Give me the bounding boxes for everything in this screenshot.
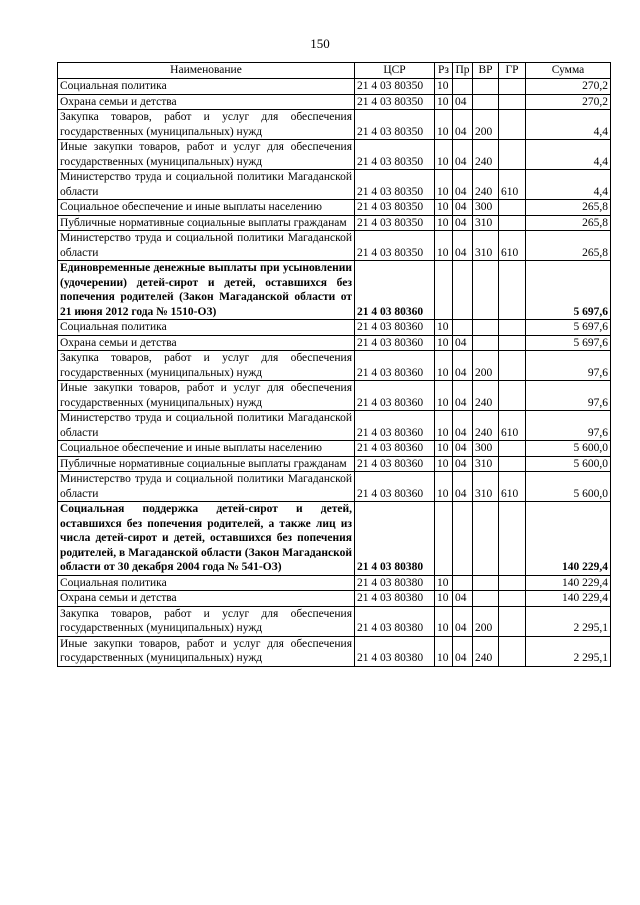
header-row — [58, 63, 611, 79]
cell-rz: 10 — [435, 591, 453, 607]
cell-vr: 300 — [473, 441, 499, 457]
cell-rz: 10 — [435, 335, 453, 351]
table-row — [58, 591, 611, 607]
cell-gr — [499, 215, 526, 231]
cell-name: Иные закупки товаров, работ и услуг для обеспечения государственных (муниципальных) нужд — [58, 381, 355, 411]
cell-csr: 21 4 03 80350 — [355, 110, 435, 140]
table-row — [58, 335, 611, 351]
cell-csr: 21 4 03 80380 — [355, 502, 435, 576]
cell-gr — [499, 200, 526, 216]
cell-gr — [499, 502, 526, 576]
table-row — [58, 472, 611, 502]
cell-csr: 21 4 03 80380 — [355, 636, 435, 666]
cell-pr — [453, 575, 473, 591]
cell-vr: 240 — [473, 381, 499, 411]
cell-rz: 10 — [435, 110, 453, 140]
cell-vr: 240 — [473, 170, 499, 200]
cell-csr: 21 4 03 80360 — [355, 320, 435, 336]
cell-pr — [453, 502, 473, 576]
cell-gr — [499, 110, 526, 140]
cell-rz: 10 — [435, 472, 453, 502]
table-row — [58, 110, 611, 140]
cell-sum: 140 229,4 — [526, 502, 611, 576]
cell-gr — [499, 606, 526, 636]
cell-vr — [473, 502, 499, 576]
cell-gr: 610 — [499, 231, 526, 261]
table-row — [58, 231, 611, 261]
cell-sum: 265,8 — [526, 215, 611, 231]
cell-rz: 10 — [435, 79, 453, 95]
cell-gr — [499, 456, 526, 472]
cell-pr: 04 — [453, 606, 473, 636]
table-row — [58, 441, 611, 457]
cell-name: Социальная поддержка детей-сирот и детей, оставшихся без попечения родителей, а также лиц из числа детей-сирот и детей, оставшихся без попечения родителей, в Магаданской области (Закон Магаданской области от 30 декабря 2004 года № 541-ОЗ) — [58, 502, 355, 576]
table-row — [58, 381, 611, 411]
cell-name: Социальная политика — [58, 320, 355, 336]
cell-gr — [499, 79, 526, 95]
cell-gr — [499, 140, 526, 170]
cell-name: Социальное обеспечение и иные выплаты населению — [58, 441, 355, 457]
table-row — [58, 200, 611, 216]
table-row — [58, 606, 611, 636]
cell-gr — [499, 381, 526, 411]
cell-pr: 04 — [453, 636, 473, 666]
cell-pr: 04 — [453, 215, 473, 231]
table-row — [58, 140, 611, 170]
cell-csr: 21 4 03 80380 — [355, 591, 435, 607]
cell-vr: 240 — [473, 411, 499, 441]
cell-rz: 10 — [435, 320, 453, 336]
cell-name: Министерство труда и социальной политики Магаданской области — [58, 170, 355, 200]
cell-vr: 310 — [473, 472, 499, 502]
cell-pr: 04 — [453, 351, 473, 381]
cell-rz: 10 — [435, 170, 453, 200]
cell-sum: 270,2 — [526, 79, 611, 95]
cell-rz — [435, 261, 453, 320]
cell-gr — [499, 575, 526, 591]
cell-csr: 21 4 03 80350 — [355, 200, 435, 216]
cell-csr: 21 4 03 80360 — [355, 411, 435, 441]
cell-csr: 21 4 03 80350 — [355, 215, 435, 231]
cell-rz: 10 — [435, 606, 453, 636]
cell-gr — [499, 261, 526, 320]
cell-vr — [473, 591, 499, 607]
cell-gr: 610 — [499, 170, 526, 200]
cell-rz: 10 — [435, 411, 453, 441]
cell-name: Единовременные денежные выплаты при усыновлении (удочерении) детей-сирот и детей, оставшихся без попечения родителей (Закон Магаданской области от 21 июня 2012 года № 1510-ОЗ) — [58, 261, 355, 320]
header-name: Наименование — [58, 63, 355, 79]
cell-csr: 21 4 03 80350 — [355, 140, 435, 170]
cell-sum: 2 295,1 — [526, 636, 611, 666]
cell-name: Охрана семьи и детства — [58, 94, 355, 110]
cell-csr: 21 4 03 80360 — [355, 441, 435, 457]
header-pr: Пр — [453, 63, 473, 79]
table-row — [58, 79, 611, 95]
cell-pr — [453, 79, 473, 95]
cell-pr — [453, 320, 473, 336]
cell-vr: 310 — [473, 456, 499, 472]
cell-rz: 10 — [435, 575, 453, 591]
cell-rz — [435, 502, 453, 576]
cell-pr: 04 — [453, 110, 473, 140]
cell-sum: 2 295,1 — [526, 606, 611, 636]
table-row — [58, 351, 611, 381]
cell-vr: 200 — [473, 351, 499, 381]
cell-pr: 04 — [453, 456, 473, 472]
cell-sum: 97,6 — [526, 411, 611, 441]
cell-pr: 04 — [453, 335, 473, 351]
cell-rz: 10 — [435, 351, 453, 381]
cell-csr: 21 4 03 80380 — [355, 606, 435, 636]
cell-vr: 240 — [473, 140, 499, 170]
table-row — [58, 636, 611, 666]
cell-pr: 04 — [453, 591, 473, 607]
cell-name: Министерство труда и социальной политики Магаданской области — [58, 472, 355, 502]
cell-pr: 04 — [453, 200, 473, 216]
cell-sum: 270,2 — [526, 94, 611, 110]
cell-name: Закупка товаров, работ и услуг для обеспечения государственных (муниципальных) нужд — [58, 351, 355, 381]
cell-gr — [499, 441, 526, 457]
table-row — [58, 215, 611, 231]
cell-vr: 200 — [473, 110, 499, 140]
cell-pr: 04 — [453, 140, 473, 170]
cell-sum: 5 697,6 — [526, 261, 611, 320]
cell-pr — [453, 261, 473, 320]
cell-name: Закупка товаров, работ и услуг для обеспечения государственных (муниципальных) нужд — [58, 110, 355, 140]
cell-rz: 10 — [435, 381, 453, 411]
cell-sum: 265,8 — [526, 200, 611, 216]
table-row-section — [58, 502, 611, 576]
table-row — [58, 170, 611, 200]
cell-gr: 610 — [499, 472, 526, 502]
cell-name: Социальное обеспечение и иные выплаты населению — [58, 200, 355, 216]
cell-vr: 310 — [473, 215, 499, 231]
cell-rz: 10 — [435, 456, 453, 472]
cell-gr: 610 — [499, 411, 526, 441]
cell-pr: 04 — [453, 231, 473, 261]
cell-sum: 5 600,0 — [526, 472, 611, 502]
cell-gr — [499, 351, 526, 381]
cell-name: Публичные нормативные социальные выплаты гражданам — [58, 456, 355, 472]
cell-name: Иные закупки товаров, работ и услуг для обеспечения государственных (муниципальных) нужд — [58, 636, 355, 666]
cell-vr: 240 — [473, 636, 499, 666]
cell-csr: 21 4 03 80360 — [355, 456, 435, 472]
budget-table — [57, 62, 611, 667]
cell-rz: 10 — [435, 231, 453, 261]
cell-sum: 97,6 — [526, 381, 611, 411]
cell-pr: 04 — [453, 441, 473, 457]
cell-rz: 10 — [435, 441, 453, 457]
cell-rz: 10 — [435, 636, 453, 666]
cell-sum: 140 229,4 — [526, 591, 611, 607]
cell-sum: 5 600,0 — [526, 456, 611, 472]
cell-gr — [499, 335, 526, 351]
cell-rz: 10 — [435, 200, 453, 216]
cell-csr: 21 4 03 80360 — [355, 381, 435, 411]
header-gr: ГР — [499, 63, 526, 79]
cell-pr: 04 — [453, 381, 473, 411]
header-rz: Рз — [435, 63, 453, 79]
cell-vr — [473, 575, 499, 591]
cell-csr: 21 4 03 80350 — [355, 94, 435, 110]
cell-name: Министерство труда и социальной политики Магаданской области — [58, 411, 355, 441]
cell-sum: 4,4 — [526, 140, 611, 170]
cell-sum: 140 229,4 — [526, 575, 611, 591]
cell-csr: 21 4 03 80350 — [355, 79, 435, 95]
table-row — [58, 456, 611, 472]
cell-sum: 5 697,6 — [526, 335, 611, 351]
cell-rz: 10 — [435, 215, 453, 231]
cell-gr — [499, 94, 526, 110]
cell-vr — [473, 335, 499, 351]
cell-vr — [473, 79, 499, 95]
cell-csr: 21 4 03 80360 — [355, 335, 435, 351]
cell-csr: 21 4 03 80360 — [355, 472, 435, 502]
table-row — [58, 411, 611, 441]
table-body — [58, 79, 611, 667]
cell-sum: 5 600,0 — [526, 441, 611, 457]
cell-csr: 21 4 03 80360 — [355, 351, 435, 381]
table-row-section — [58, 261, 611, 320]
cell-rz: 10 — [435, 140, 453, 170]
cell-name: Охрана семьи и детства — [58, 335, 355, 351]
cell-pr: 04 — [453, 94, 473, 110]
cell-name: Иные закупки товаров, работ и услуг для обеспечения государственных (муниципальных) нужд — [58, 140, 355, 170]
cell-vr — [473, 320, 499, 336]
cell-vr: 300 — [473, 200, 499, 216]
cell-csr: 21 4 03 80350 — [355, 170, 435, 200]
cell-name: Закупка товаров, работ и услуг для обеспечения государственных (муниципальных) нужд — [58, 606, 355, 636]
cell-vr: 200 — [473, 606, 499, 636]
cell-gr — [499, 591, 526, 607]
cell-vr — [473, 94, 499, 110]
cell-csr: 21 4 03 80380 — [355, 575, 435, 591]
cell-vr: 310 — [473, 231, 499, 261]
cell-pr: 04 — [453, 411, 473, 441]
cell-name: Социальная политика — [58, 575, 355, 591]
cell-sum: 4,4 — [526, 170, 611, 200]
cell-sum: 97,6 — [526, 351, 611, 381]
cell-pr: 04 — [453, 472, 473, 502]
cell-vr — [473, 261, 499, 320]
cell-gr — [499, 636, 526, 666]
page-number: 150 — [310, 36, 330, 51]
table-row — [58, 94, 611, 110]
header-sum: Сумма — [526, 63, 611, 79]
cell-name: Публичные нормативные социальные выплаты гражданам — [58, 215, 355, 231]
cell-csr: 21 4 03 80350 — [355, 231, 435, 261]
cell-name: Министерство труда и социальной политики Магаданской области — [58, 231, 355, 261]
header-vr: ВР — [473, 63, 499, 79]
cell-sum: 5 697,6 — [526, 320, 611, 336]
cell-pr: 04 — [453, 170, 473, 200]
header-csr: ЦСР — [355, 63, 435, 79]
cell-rz: 10 — [435, 94, 453, 110]
cell-gr — [499, 320, 526, 336]
cell-name: Социальная политика — [58, 79, 355, 95]
cell-sum: 265,8 — [526, 231, 611, 261]
cell-name: Охрана семьи и детства — [58, 591, 355, 607]
cell-csr: 21 4 03 80360 — [355, 261, 435, 320]
table-row — [58, 575, 611, 591]
cell-sum: 4,4 — [526, 110, 611, 140]
table-row — [58, 320, 611, 336]
